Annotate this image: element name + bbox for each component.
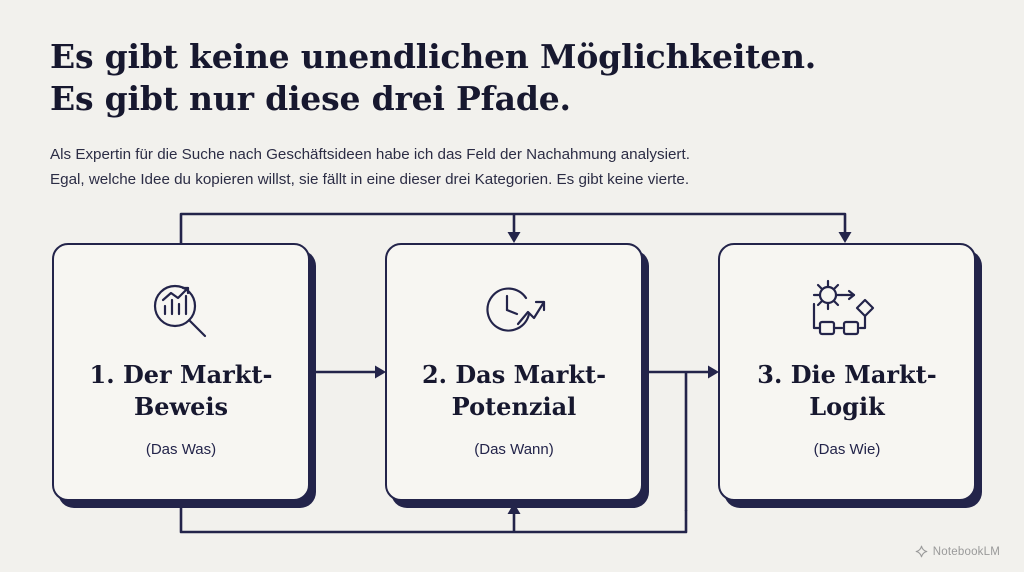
arrowhead-top-into-card3 bbox=[839, 232, 852, 243]
arrowhead-top-into-card2 bbox=[508, 232, 521, 243]
page-title-line-2: Es gibt nur diese drei Pfade. bbox=[50, 79, 571, 119]
flow-card-subtitle: (Das Was) bbox=[145, 440, 217, 458]
clock-growth-arrow-icon bbox=[474, 277, 554, 343]
watermark-label: NotebookLM bbox=[932, 545, 1000, 558]
flow-card-title bbox=[408, 359, 620, 423]
arrowhead-bottom-into-card2 bbox=[508, 503, 521, 514]
flow-card-title-line-2: Potenzial bbox=[451, 391, 577, 421]
flow-card-title-line-1: 1. Der Markt- bbox=[89, 360, 273, 389]
page-subtitle bbox=[50, 143, 890, 192]
flow-card-title-line-2: Logik bbox=[809, 391, 885, 421]
flow-card-market-logic[interactable] bbox=[718, 243, 976, 501]
flow-card-title-line-2: Beweis bbox=[133, 391, 229, 421]
page-title-line-1: Es gibt keine unendlichen Möglichkeiten. bbox=[50, 37, 817, 76]
flow-card-market-proof[interactable] bbox=[52, 243, 310, 501]
flow-card-subtitle: (Das Wann) bbox=[474, 440, 554, 458]
arrow-card2-to-card3 bbox=[649, 372, 712, 510]
arrow-bottom-rail bbox=[181, 503, 686, 532]
gear-flowchart-icon bbox=[804, 277, 890, 343]
flow-card-subtitle: (Das Wie) bbox=[813, 440, 881, 458]
flow-card-title bbox=[76, 359, 287, 423]
flow-card-title-line-1: 2. Das Markt- bbox=[421, 360, 607, 389]
notebooklm-spark-icon bbox=[915, 545, 928, 558]
page-title bbox=[50, 36, 950, 120]
page-subtitle-line-2: Egal, welche Idee du kopieren willst, sie fällt in eine dieser drei Kategorien. Es gibt keine vierte. bbox=[50, 170, 690, 188]
watermark bbox=[915, 545, 1000, 558]
flow-card-title bbox=[743, 359, 950, 423]
flow-card-title-line-1: 3. Die Markt- bbox=[757, 360, 937, 389]
page-subtitle-line-1: Als Expertin für die Suche nach Geschäftsideen habe ich das Feld der Nachahmung analysiert. bbox=[50, 146, 690, 163]
arrow-top-rail bbox=[181, 214, 845, 243]
magnifier-bar-chart-icon bbox=[141, 277, 221, 343]
flow-card-market-potential[interactable] bbox=[385, 243, 643, 501]
